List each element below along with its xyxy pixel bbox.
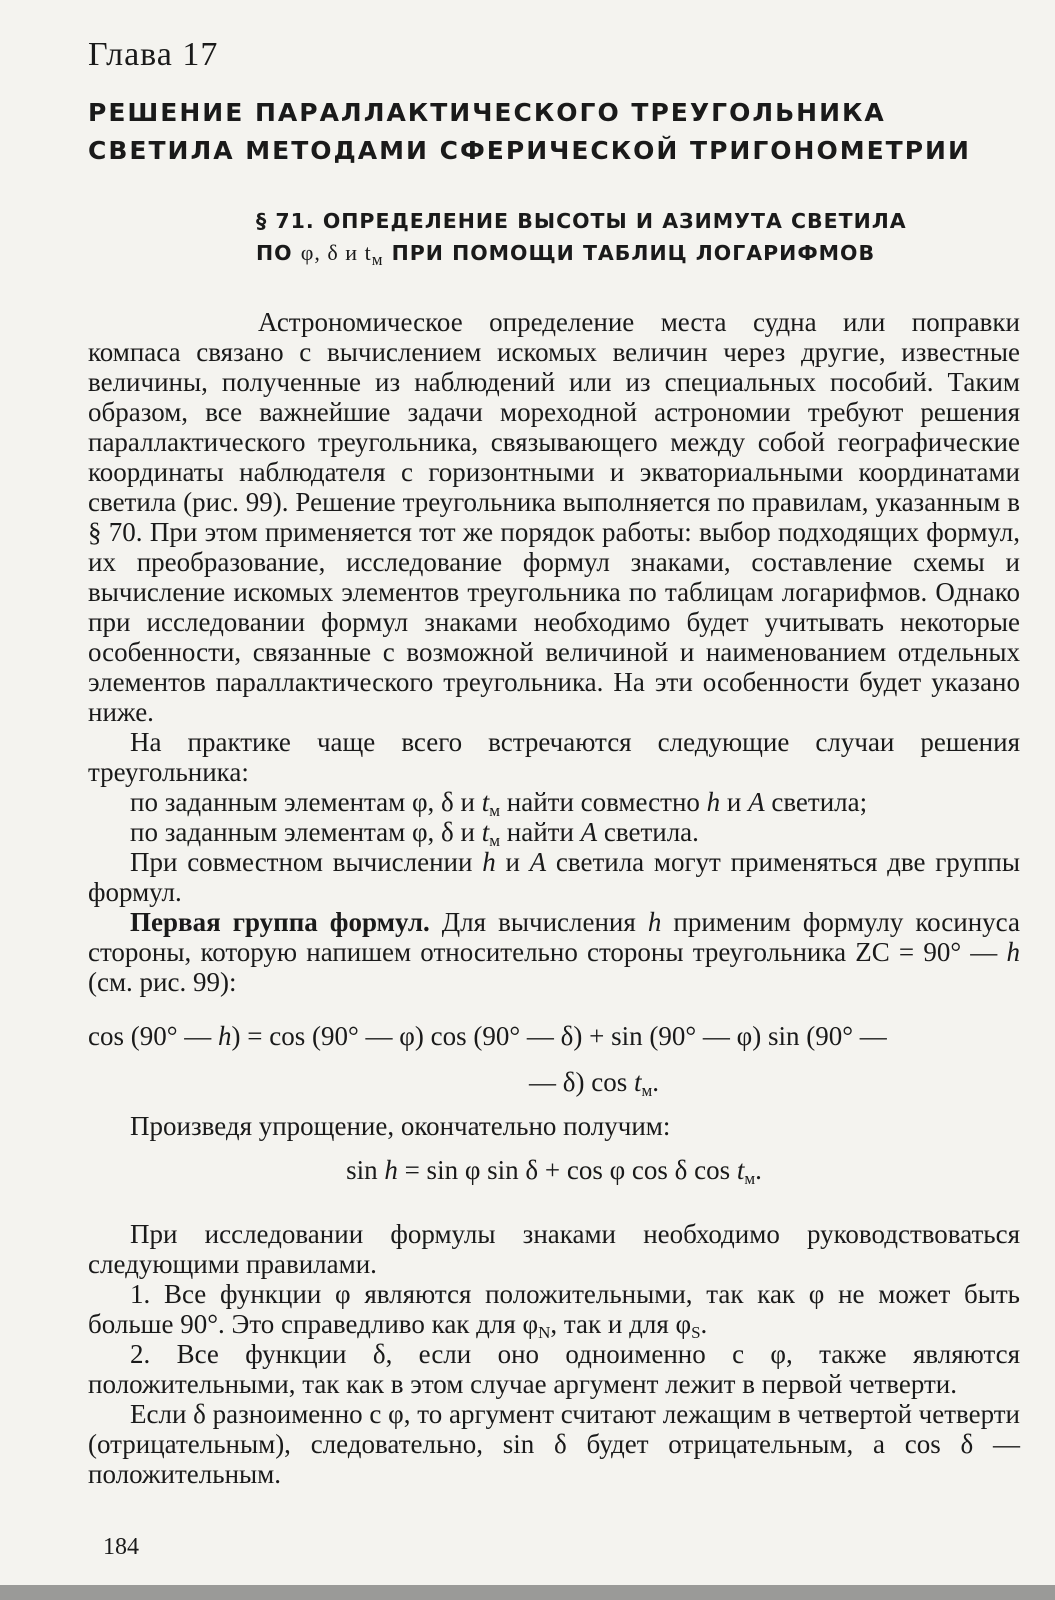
paragraph-first-group: Первая группа формул. Для вычисления h применим формулу косинуса стороны, которую напишем относительно стороны треугольника ZC = 90° — h (см. рис. 99): [88,907,1020,997]
paragraph-intro: Астрономическое определение места судна или поправки компаса связано с вычислением искомых величин через другие, известные величины, полученные из наблюдений или из специальных пособий. Таким образом, все важнейшие задачи мореходной астрономии требуют решения параллактического треугольника, связывающего между собой географические координаты наблюдателя с горизонтными и экваториальными координатами светила (рис. 99). Решение треугольника выполняется по правилам, указанным в § 70. При этом применяется тот же порядок работы: выбор подходящих формул, их преобразование, исследование формул знаками, составление схемы и вычисление искомых элементов треугольника по таблицам логарифмов. Однако при исследовании формул знаками необходимо будет учитывать некоторые особенности, связанные с возможной величиной и наименованием отдельных элементов параллактического треугольника. На эти особенности будет указано ниже. [88,307,1020,727]
chapter-heading: Глава 17 [88,36,219,73]
paragraph-cases: На практике чаще всего встречаются следующие случаи решения треугольника: [88,727,1020,787]
paragraph-formula-groups: При совместном вычислении h и A светила могут применяться две группы формул. [88,847,1020,907]
formula-cosine-line-2: — δ) $\cos t_м$. [529,1067,659,1100]
rule-item-2: 2. Все функции δ, если оно одноименно с φ, также являются положительными, так как в этом случае аргумент лежит в первой четверти. [88,1339,1020,1399]
first-group-label: Первая группа формул. [130,907,430,937]
book-page [88,36,1020,1489]
section-heading [88,206,1020,269]
chapter-title-line-1: РЕШЕНИЕ ПАРАЛЛАКТИЧЕСКОГО ТРЕУГОЛЬНИКА [88,98,886,127]
section-heading-line-2 [256,237,1020,269]
case-item-2: по заданным элементам φ, δ и $t_м$ найти A светила. [130,817,699,850]
section-heading-text: ПРИ ПОМОЩИ ТАБЛИЦ ЛОГАРИФМОВ [391,241,876,265]
formula-sine-altitude: sin h = sin φ sin δ + cos φ cos δ $\cos t_м$. [346,1155,762,1188]
rule-item-1: 1. Все функции φ являются положительными, так как φ не может быть больше 90°. Это справедливо как для $\varphi_N$, так и для $\varphi_S$. [88,1279,1020,1342]
section-heading-text: ПО [256,241,293,265]
case-item-1: по заданным элементам φ, δ и $t_м$ найти совместно h и A светила; [130,787,868,820]
section-heading-math: φ, δ и $t_м$ [300,240,384,269]
page-number: 184 [103,1534,139,1560]
paragraph-simplification: Произведя упрощение, окончательно получим: [130,1111,671,1141]
chapter-title-line-2: СВЕТИЛА МЕТОДАМИ СФЕРИЧЕСКОЙ ТРИГОНОМЕТРИИ [88,136,971,165]
formula-cosine-line-1: cos (90° — h) = cos (90° — φ) cos (90° — δ) + sin (90° — φ) sin (90° — [88,1021,887,1051]
scan-bottom-edge [0,1585,1055,1600]
rule-item-3: Если δ разноименно с φ, то аргумент считают лежащим в четвертой четверти (отрицательным), следовательно, sin δ будет отрицательным, a cos δ — положительным. [88,1399,1020,1489]
paragraph-sign-rules: При исследовании формулы знаками необходимо руководствоваться следующими правилами. [88,1219,1020,1279]
section-heading-line-1: § 71. ОПРЕДЕЛЕНИЕ ВЫСОТЫ И АЗИМУТА СВЕТИЛА [256,209,907,233]
chapter-title [88,94,1020,170]
